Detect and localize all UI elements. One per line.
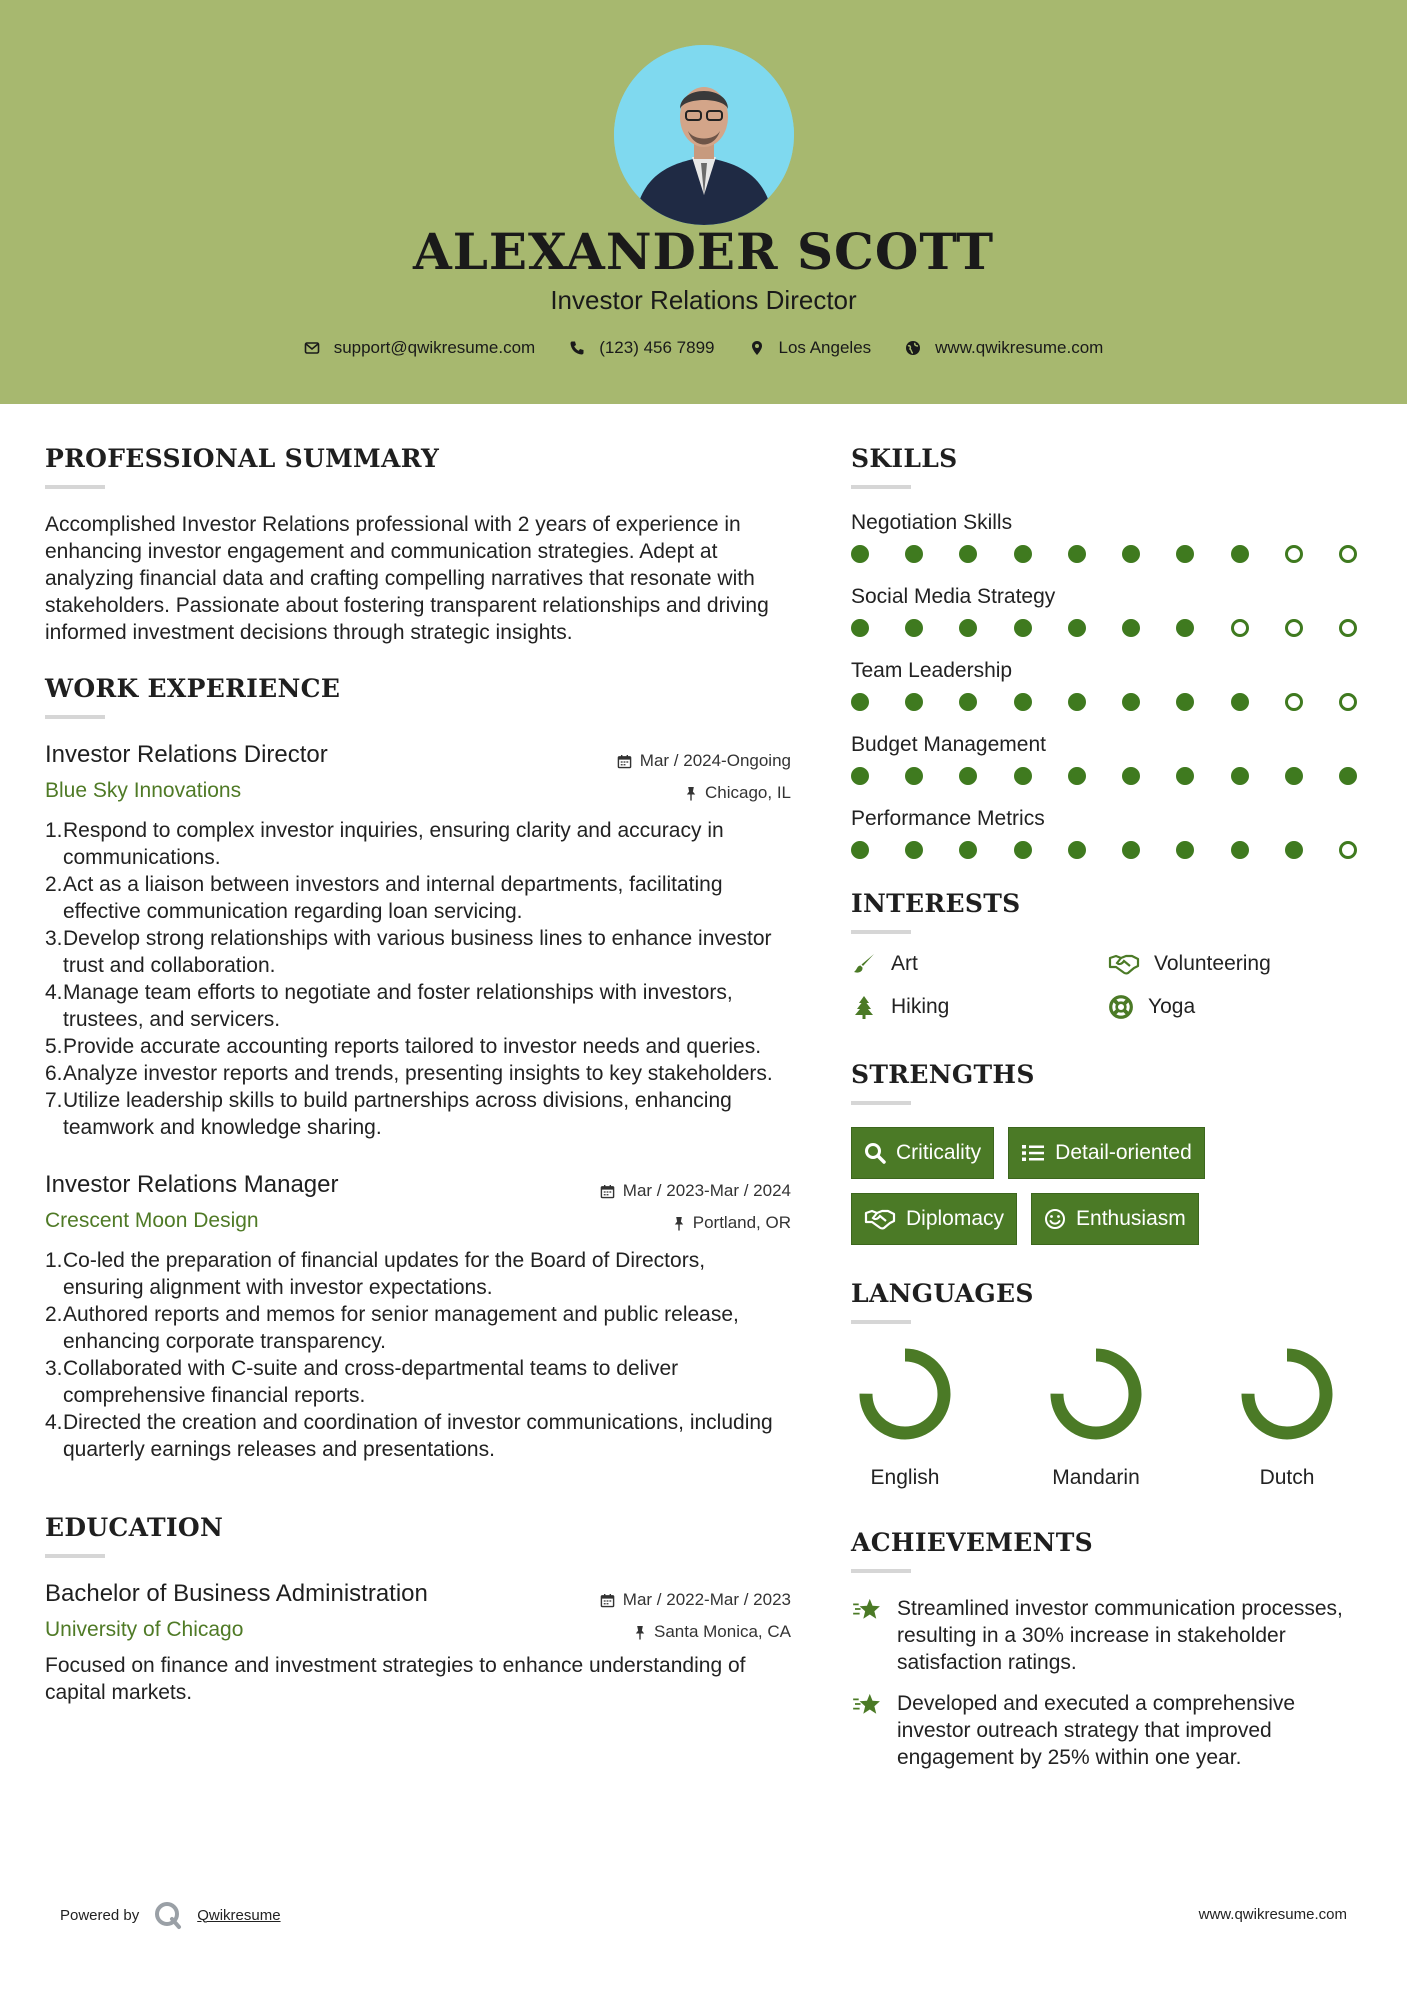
person-portrait-icon [614, 45, 794, 225]
strength-badge: Criticality [851, 1127, 994, 1179]
left-column [45, 444, 791, 1706]
list-item: 1. Co-led the preparation of financial updates for the Board of Directors, ensuring alignment with investor expectations. [45, 1249, 706, 1299]
rating-dot-filled [1122, 693, 1140, 711]
rating-dot-empty [1339, 619, 1357, 637]
rating-dot-filled [905, 841, 923, 859]
job-company: Blue Sky Innovations [45, 779, 242, 802]
pushpin-icon [634, 1625, 646, 1640]
skill-rating [851, 619, 1357, 659]
powered-by-label: Powered by [60, 1906, 140, 1924]
footer-powered-by [60, 1900, 281, 1930]
strength-badge: Enthusiasm [1031, 1193, 1199, 1245]
strength-badge: Diplomacy [851, 1193, 1017, 1245]
rating-dot-filled [1068, 841, 1086, 859]
section-underline [851, 1101, 911, 1105]
job-dates-text: Mar / 2023-Mar / 2024 [622, 1181, 791, 1200]
rating-dot-filled [959, 619, 977, 637]
list-item: 2. Act as a liaison between investors and internal departments, facilitating effective communication regarding loan servicing. [45, 873, 723, 923]
skill-name: Team Leadership [851, 659, 1013, 682]
strengths-section [851, 1060, 1371, 1245]
profile-photo [614, 45, 794, 225]
right-column [851, 444, 1371, 1785]
languages-section [851, 1279, 1371, 1490]
job-bullets [45, 817, 791, 1141]
location-text: Los Angeles [778, 338, 872, 357]
contact-phone[interactable] [569, 338, 714, 358]
rating-dot-filled [1122, 767, 1140, 785]
section-underline [851, 930, 911, 934]
phone-icon [569, 340, 585, 356]
star-icon [851, 1595, 883, 1621]
skill-rating [851, 693, 1357, 733]
language-progress-ring [1239, 1346, 1335, 1442]
section-underline [45, 485, 105, 489]
rating-dot-filled [1176, 693, 1194, 711]
school-name: University of Chicago [45, 1618, 244, 1641]
education-dates [600, 1584, 791, 1616]
education-section [45, 1513, 791, 1706]
globe-icon [905, 340, 921, 356]
rating-dot-filled [851, 619, 869, 637]
education-title: EDUCATION [45, 1513, 224, 1542]
skill-row [851, 733, 1371, 807]
brand-link[interactable]: Qwikresume [197, 1906, 281, 1924]
contact-website[interactable] [905, 338, 1103, 358]
interest-item: Art [851, 952, 1108, 976]
achievement-item: Developed and executed a comprehensive investor outreach strategy that improved engagement by 25% within one year. [851, 1690, 1371, 1771]
job-location-text: Chicago, IL [705, 783, 791, 802]
achievements-section [851, 1528, 1371, 1771]
job-bullets [45, 1247, 791, 1463]
section-underline [45, 715, 105, 719]
qwikresume-logo-icon [153, 1900, 183, 1930]
list-item: 7. Utilize leadership skills to build partnerships across divisions, enhancing teamwork and knowledge sharing. [45, 1089, 732, 1139]
rating-dot-filled [959, 767, 977, 785]
language-progress-ring [857, 1346, 953, 1442]
job-dates-text: Mar / 2024-Ongoing [639, 751, 791, 770]
job-entry [45, 741, 791, 1141]
map-pin-icon [749, 340, 765, 356]
contact-row [0, 338, 1407, 358]
pushpin-icon [685, 786, 697, 801]
calendar-icon [600, 1593, 615, 1608]
rating-dot-filled [1176, 841, 1194, 859]
contact-email[interactable] [304, 338, 536, 358]
rating-dot-filled [1231, 767, 1249, 785]
experience-section [45, 674, 791, 1463]
list-item: 1. Respond to complex investor inquiries, ensuring clarity and accuracy in communications. [45, 819, 724, 869]
rating-dot-filled [1176, 545, 1194, 563]
skill-name: Budget Management [851, 733, 1046, 756]
rating-dot-empty [1339, 841, 1357, 859]
job-entry [45, 1171, 791, 1463]
lifebuoy-icon [1108, 994, 1134, 1020]
language-name: Dutch [1259, 1466, 1315, 1489]
rating-dot-empty [1285, 619, 1303, 637]
rating-dot-filled [1176, 619, 1194, 637]
rating-dot-filled [1122, 545, 1140, 563]
rating-dot-filled [1231, 841, 1249, 859]
job-title: Investor Relations Manager [45, 1171, 339, 1198]
candidate-name: ALEXANDER SCOTT [412, 222, 995, 281]
section-underline [851, 1569, 911, 1573]
rating-dot-filled [1014, 545, 1032, 563]
skill-row [851, 585, 1371, 659]
skill-name: Negotiation Skills [851, 511, 1013, 534]
rating-dot-filled [851, 841, 869, 859]
list-icon [1021, 1143, 1045, 1163]
skills-list [851, 511, 1371, 881]
rating-dot-filled [1068, 545, 1086, 563]
rating-dot-filled [851, 693, 869, 711]
rating-dot-empty [1339, 545, 1357, 563]
language-item [851, 1346, 959, 1490]
skill-row [851, 659, 1371, 733]
rating-dot-filled [1014, 693, 1032, 711]
interests-grid [851, 952, 1371, 1020]
contact-location [749, 338, 872, 358]
language-progress-arc [1057, 1355, 1135, 1433]
search-icon [864, 1142, 886, 1164]
tree-icon [851, 995, 877, 1019]
list-item: 3. Collaborated with C-suite and cross-departmental teams to deliver comprehensive financial reports. [45, 1357, 679, 1407]
rating-dot-filled [1068, 619, 1086, 637]
rating-dot-filled [1176, 767, 1194, 785]
list-item: 2. Authored reports and memos for senior management and public release, enhancing corporate transparency. [45, 1303, 739, 1353]
rating-dot-filled [905, 693, 923, 711]
skill-row [851, 511, 1371, 585]
skill-rating [851, 841, 1357, 881]
skill-name: Social Media Strategy [851, 585, 1056, 608]
job-location [617, 777, 791, 809]
rating-dot-filled [1014, 841, 1032, 859]
star-icon [851, 1690, 883, 1716]
rating-dot-filled [1068, 767, 1086, 785]
candidate-role: Investor Relations Director [550, 285, 857, 315]
interest-item: Yoga [1108, 994, 1365, 1020]
paintbrush-icon [851, 952, 877, 976]
interest-item: Volunteering [1108, 952, 1365, 976]
rating-dot-filled [959, 841, 977, 859]
interest-item: Hiking [851, 994, 1108, 1020]
job-location-text: Portland, OR [692, 1213, 791, 1232]
languages-title: LANGUAGES [851, 1279, 1034, 1308]
job-company: Crescent Moon Design [45, 1209, 259, 1232]
interests-title: INTERESTS [851, 889, 1021, 918]
rating-dot-filled [1014, 767, 1032, 785]
experience-title: WORK EXPERIENCE [45, 674, 341, 703]
smile-icon [1044, 1208, 1066, 1230]
job-dates [617, 745, 791, 777]
footer-website[interactable]: www.qwikresume.com [1198, 1906, 1347, 1923]
envelope-icon [304, 340, 320, 356]
job-title: Investor Relations Director [45, 741, 328, 768]
language-progress-arc [1248, 1355, 1326, 1433]
language-name: English [870, 1466, 940, 1489]
summary-title: PROFESSIONAL SUMMARY [45, 444, 440, 473]
list-item: 4. Manage team efforts to negotiate and foster relationships with investors, trustees, and servicers. [45, 981, 733, 1031]
achievement-item: Streamlined investor communication processes, resulting in a 30% increase in stakeholder satisfaction ratings. [851, 1595, 1371, 1676]
language-item [1233, 1346, 1341, 1490]
strength-badge: Detail-oriented [1008, 1127, 1205, 1179]
language-item [1042, 1346, 1150, 1490]
rating-dot-filled [1285, 767, 1303, 785]
achievements-list [851, 1595, 1371, 1771]
rating-dot-filled [1068, 693, 1086, 711]
skills-title: SKILLS [851, 444, 958, 473]
rating-dot-filled [1122, 841, 1140, 859]
education-text: Focused on finance and investment strategies to enhance understanding of capital markets. [45, 1654, 746, 1704]
rating-dot-filled [959, 545, 977, 563]
education-location-text: Santa Monica, CA [653, 1622, 791, 1641]
language-name: Mandarin [1052, 1466, 1140, 1489]
rating-dot-filled [905, 767, 923, 785]
job-meta [617, 745, 791, 809]
skill-name: Performance Metrics [851, 807, 1045, 830]
rating-dot-filled [1285, 841, 1303, 859]
rating-dot-filled [1231, 693, 1249, 711]
rating-dot-empty [1285, 693, 1303, 711]
rating-dot-empty [1339, 693, 1357, 711]
rating-dot-filled [851, 767, 869, 785]
list-item: 5. Provide accurate accounting reports tailored to investor needs and queries. [45, 1035, 762, 1058]
education-dates-text: Mar / 2022-Mar / 2023 [622, 1590, 791, 1609]
list-item: 4. Directed the creation and coordination of investor communications, including quarterly earnings releases and presentations. [45, 1411, 773, 1461]
skill-rating [851, 545, 1357, 585]
education-entry [45, 1580, 791, 1706]
header-band [0, 0, 1407, 404]
rating-dot-filled [851, 545, 869, 563]
skill-row [851, 807, 1371, 881]
skills-section [851, 444, 1371, 881]
summary-section [45, 444, 791, 646]
section-underline [851, 1320, 911, 1324]
rating-dot-filled [1014, 619, 1032, 637]
calendar-icon [617, 754, 632, 769]
language-progress-arc [866, 1355, 944, 1433]
website-text: www.qwikresume.com [935, 338, 1104, 357]
rating-dot-filled [1339, 767, 1357, 785]
calendar-icon [600, 1184, 615, 1199]
rating-dot-empty [1285, 545, 1303, 563]
job-meta [600, 1175, 791, 1239]
rating-dot-filled [905, 619, 923, 637]
interests-section [851, 889, 1371, 1020]
languages-list [851, 1346, 1371, 1490]
phone-text: (123) 456 7899 [599, 338, 715, 357]
job-location [600, 1207, 791, 1239]
handshake-icon [864, 1208, 896, 1230]
strengths-badges [851, 1127, 1371, 1245]
rating-dot-filled [1122, 619, 1140, 637]
job-dates [600, 1175, 791, 1207]
rating-dot-filled [905, 545, 923, 563]
rating-dot-filled [959, 693, 977, 711]
education-location [600, 1616, 791, 1648]
skill-rating [851, 767, 1357, 807]
pushpin-icon [673, 1216, 685, 1231]
education-meta [600, 1584, 791, 1648]
language-progress-ring [1048, 1346, 1144, 1442]
degree-title: Bachelor of Business Administration [45, 1580, 428, 1607]
rating-dot-empty [1231, 619, 1249, 637]
rating-dot-filled [1231, 545, 1249, 563]
handshake-icon [1108, 953, 1140, 975]
strengths-title: STRENGTHS [851, 1060, 1035, 1089]
section-underline [851, 485, 911, 489]
achievements-title: ACHIEVEMENTS [851, 1528, 1093, 1557]
list-item: 3. Develop strong relationships with various business lines to enhance investor trust and collaboration. [45, 927, 772, 977]
summary-text: Accomplished Investor Relations professional with 2 years of experience in enhancing investor engagement and communication strategies. Adept at analyzing financial data and crafting compelling narratives that resonate with stakeholders. Passionate about fostering transparent relationships and driving informed investment decisions through strategic insights. [45, 513, 769, 644]
email-text: support@qwikresume.com [333, 338, 536, 357]
section-underline [45, 1554, 105, 1558]
list-item: 6. Analyze investor reports and trends, presenting insights to key stakeholders. [45, 1062, 773, 1085]
